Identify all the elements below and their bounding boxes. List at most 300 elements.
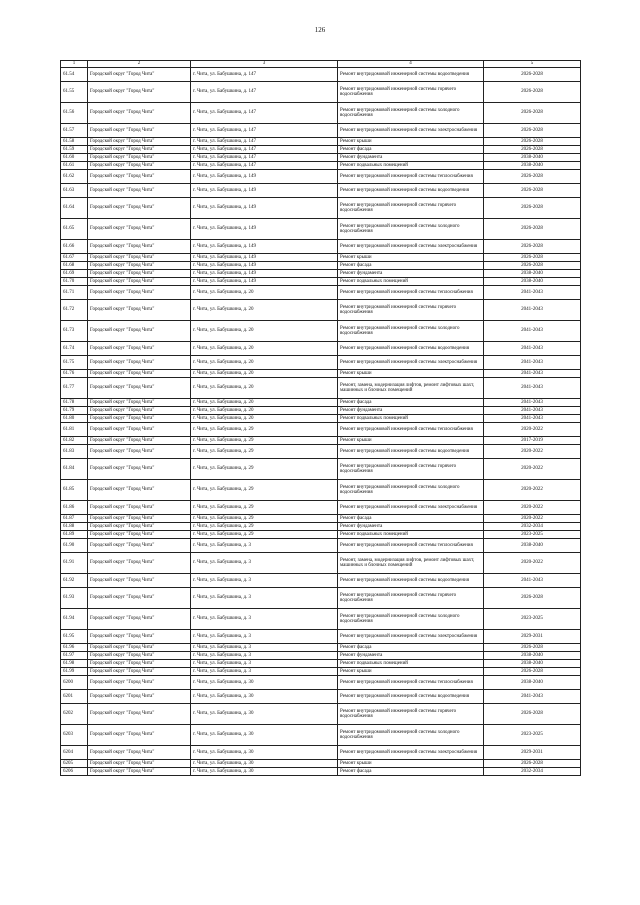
address-cell: г. Чита, ул. Бабушкина, д. 20	[191, 342, 338, 356]
table-row	[61, 501, 581, 515]
period-cell: 2026-2028	[484, 262, 581, 270]
address-cell: г. Чита, ул. Бабушкина, д. 29	[191, 531, 338, 539]
municipality-cell: Городской округ "Город Чита"	[88, 262, 191, 270]
municipality-cell: Городской округ "Город Чита"	[88, 170, 191, 184]
address-cell: г. Чита, ул. Бабушкина, д. 147	[191, 146, 338, 154]
address-cell: г. Чита, ул. Бабушкина, д. 3	[191, 588, 338, 609]
municipality-cell: Городской округ "Город Чита"	[88, 501, 191, 515]
period-cell: 2026-2028	[484, 68, 581, 82]
period-cell: 2041-2043	[484, 356, 581, 370]
row-number-cell: 61.68	[61, 262, 88, 270]
municipality-cell: Городской округ "Город Чита"	[88, 184, 191, 198]
table-row	[61, 370, 581, 378]
work-type-cell: Ремонт крыши	[338, 254, 484, 262]
table-row	[61, 300, 581, 321]
municipality-cell: Городской округ "Город Чита"	[88, 459, 191, 480]
table-row	[61, 660, 581, 668]
table-row	[61, 342, 581, 356]
municipality-cell: Городской округ "Город Чита"	[88, 254, 191, 262]
row-number-cell: 61.72	[61, 300, 88, 321]
municipality-cell: Городской округ "Город Чита"	[88, 768, 191, 776]
row-number-cell: 61.91	[61, 553, 88, 574]
period-cell: 2026-2028	[484, 219, 581, 240]
work-type-cell: Ремонт внутридомовой инженерной системы горячего водоснабжения	[338, 300, 484, 321]
work-type-cell: Ремонт внутридомовой инженерной системы холодного водоснабжения	[338, 609, 484, 630]
address-cell: г. Чита, ул. Бабушкина, д. 29	[191, 423, 338, 437]
row-number-cell: 61.99	[61, 668, 88, 676]
row-number-cell: 61.82	[61, 437, 88, 445]
table-row	[61, 423, 581, 437]
period-cell: 2038-2040	[484, 539, 581, 553]
period-cell: 2026-2028	[484, 668, 581, 676]
work-type-cell: Ремонт фасада	[338, 146, 484, 154]
work-type-cell: Ремонт фундамента	[338, 407, 484, 415]
period-cell: 2026-2028	[484, 704, 581, 725]
period-cell: 2041-2043	[484, 300, 581, 321]
work-type-cell: Ремонт внутридомовой инженерной системы электроснабжения	[338, 356, 484, 370]
municipality-cell: Городской округ "Город Чита"	[88, 630, 191, 644]
period-cell: 2026-2028	[484, 184, 581, 198]
table-row	[61, 531, 581, 539]
period-cell: 2038-2040	[484, 660, 581, 668]
row-number-cell: 6202	[61, 704, 88, 725]
row-number-cell: 61.85	[61, 480, 88, 501]
municipality-cell: Городской округ "Город Чита"	[88, 342, 191, 356]
work-type-cell: Ремонт внутридомовой инженерной системы горячего водоснабжения	[338, 588, 484, 609]
work-type-cell: Ремонт подвальных помещений	[338, 415, 484, 423]
row-number-cell: 61.54	[61, 68, 88, 82]
table-row	[61, 286, 581, 300]
municipality-cell: Городской округ "Город Чита"	[88, 553, 191, 574]
row-number-cell: 61.71	[61, 286, 88, 300]
period-cell: 2020-2022	[484, 553, 581, 574]
address-cell: г. Чита, ул. Бабушкина, д. 3	[191, 668, 338, 676]
work-type-cell: Ремонт фундамента	[338, 652, 484, 660]
table-row	[61, 668, 581, 676]
period-cell: 2038-2040	[484, 278, 581, 286]
work-type-cell: Ремонт внутридомовой инженерной системы теплоснабжения	[338, 423, 484, 437]
address-cell: г. Чита, ул. Бабушкина, д. 147	[191, 138, 338, 146]
row-number-cell: 61.81	[61, 423, 88, 437]
municipality-cell: Городской округ "Город Чита"	[88, 68, 191, 82]
table-row	[61, 630, 581, 644]
work-type-cell: Ремонт фасада	[338, 262, 484, 270]
period-cell: 2041-2043	[484, 321, 581, 342]
municipality-cell: Городской округ "Город Чита"	[88, 690, 191, 704]
table-row	[61, 170, 581, 184]
row-number-cell: 61.93	[61, 588, 88, 609]
municipality-cell: Городской округ "Город Чита"	[88, 652, 191, 660]
table-row	[61, 480, 581, 501]
address-cell: г. Чита, ул. Бабушкина, д. 20	[191, 407, 338, 415]
address-cell: г. Чита, ул. Бабушкина, д. 30	[191, 725, 338, 746]
address-cell: г. Чита, ул. Бабушкина, д. 29	[191, 480, 338, 501]
address-cell: г. Чита, ул. Бабушкина, д. 20	[191, 399, 338, 407]
address-cell: г. Чита, ул. Бабушкина, д. 3	[191, 539, 338, 553]
row-number-cell: 61.94	[61, 609, 88, 630]
table-row	[61, 437, 581, 445]
period-cell: 2026-2028	[484, 146, 581, 154]
municipality-cell: Городской округ "Город Чита"	[88, 286, 191, 300]
period-cell: 2020-2022	[484, 423, 581, 437]
row-number-cell: 61.55	[61, 82, 88, 103]
table-row	[61, 644, 581, 652]
municipality-cell: Городской округ "Город Чита"	[88, 725, 191, 746]
address-cell: г. Чита, ул. Бабушкина, д. 149	[191, 240, 338, 254]
work-type-cell: Ремонт внутридомовой инженерной системы водоотведения	[338, 574, 484, 588]
table-row	[61, 553, 581, 574]
period-cell: 2038-2040	[484, 270, 581, 278]
address-cell: г. Чита, ул. Бабушкина, д. 3	[191, 652, 338, 660]
address-cell: г. Чита, ул. Бабушкина, д. 147	[191, 162, 338, 170]
municipality-cell: Городской округ "Город Чита"	[88, 162, 191, 170]
work-type-cell: Ремонт внутридомовой инженерной системы теплоснабжения	[338, 676, 484, 690]
work-type-cell: Ремонт внутридомовой инженерной системы водоотведения	[338, 184, 484, 198]
row-number-cell: 61.60	[61, 154, 88, 162]
address-cell: г. Чита, ул. Бабушкина, д. 29	[191, 445, 338, 459]
table-row	[61, 124, 581, 138]
municipality-cell: Городской округ "Город Чита"	[88, 370, 191, 378]
row-number-cell: 6201	[61, 690, 88, 704]
municipality-cell: Городской округ "Город Чита"	[88, 523, 191, 531]
column-header-1: 1	[61, 61, 88, 68]
row-number-cell: 61.95	[61, 630, 88, 644]
table-row	[61, 760, 581, 768]
row-number-cell: 61.96	[61, 644, 88, 652]
table-row	[61, 676, 581, 690]
row-number-cell: 61.64	[61, 198, 88, 219]
column-header-3: 3	[191, 61, 338, 68]
address-cell: г. Чита, ул. Бабушкина, д. 149	[191, 278, 338, 286]
period-cell: 2023-2025	[484, 725, 581, 746]
table-row	[61, 146, 581, 154]
table-row	[61, 138, 581, 146]
period-cell: 2026-2028	[484, 103, 581, 124]
municipality-cell: Городской округ "Город Чита"	[88, 515, 191, 523]
address-cell: г. Чита, ул. Бабушкина, д. 29	[191, 515, 338, 523]
period-cell: 2038-2040	[484, 154, 581, 162]
period-cell: 2026-2028	[484, 644, 581, 652]
table-row	[61, 415, 581, 423]
work-type-cell: Ремонт фасада	[338, 644, 484, 652]
period-cell: 2023-2025	[484, 531, 581, 539]
address-cell: г. Чита, ул. Бабушкина, д. 30	[191, 768, 338, 776]
address-cell: г. Чита, ул. Бабушкина, д. 147	[191, 82, 338, 103]
municipality-cell: Городской округ "Город Чита"	[88, 219, 191, 240]
column-header-5: 5	[484, 61, 581, 68]
municipality-cell: Городской округ "Город Чита"	[88, 321, 191, 342]
row-number-cell: 61.66	[61, 240, 88, 254]
work-type-cell: Ремонт внутридомовой инженерной системы горячего водоснабжения	[338, 459, 484, 480]
work-type-cell: Ремонт крыши	[338, 370, 484, 378]
table-row	[61, 270, 581, 278]
period-cell: 2020-2022	[484, 459, 581, 480]
row-number-cell: 61.80	[61, 415, 88, 423]
address-cell: г. Чита, ул. Бабушкина, д. 29	[191, 437, 338, 445]
row-number-cell: 6200	[61, 676, 88, 690]
column-header-4: 4	[338, 61, 484, 68]
work-type-cell: Ремонт, замена, модернизация лифтов, ремонт лифтовых шахт, машинных и блочных помещений	[338, 553, 484, 574]
municipality-cell: Городской округ "Город Чита"	[88, 574, 191, 588]
table-row	[61, 399, 581, 407]
address-cell: г. Чита, ул. Бабушкина, д. 149	[191, 270, 338, 278]
row-number-cell: 61.90	[61, 539, 88, 553]
work-type-cell: Ремонт внутридомовой инженерной системы водоотведения	[338, 68, 484, 82]
row-number-cell: 61.62	[61, 170, 88, 184]
municipality-cell: Городской округ "Город Чита"	[88, 198, 191, 219]
table-row	[61, 459, 581, 480]
municipality-cell: Городской округ "Город Чита"	[88, 146, 191, 154]
work-type-cell: Ремонт внутридомовой инженерной системы холодного водоснабжения	[338, 321, 484, 342]
table-row	[61, 278, 581, 286]
address-cell: г. Чита, ул. Бабушкина, д. 149	[191, 219, 338, 240]
period-cell: 2020-2022	[484, 515, 581, 523]
address-cell: г. Чита, ул. Бабушкина, д. 30	[191, 690, 338, 704]
period-cell: 2026-2028	[484, 198, 581, 219]
address-cell: г. Чита, ул. Бабушкина, д. 3	[191, 660, 338, 668]
address-cell: г. Чита, ул. Бабушкина, д. 30	[191, 676, 338, 690]
table-row	[61, 378, 581, 399]
work-type-cell: Ремонт внутридомовой инженерной системы электроснабжения	[338, 240, 484, 254]
row-number-cell: 61.79	[61, 407, 88, 415]
address-cell: г. Чита, ул. Бабушкина, д. 147	[191, 124, 338, 138]
row-number-cell: 61.83	[61, 445, 88, 459]
table-row	[61, 515, 581, 523]
row-number-cell: 61.57	[61, 124, 88, 138]
row-number-cell: 61.65	[61, 219, 88, 240]
address-cell: г. Чита, ул. Бабушкина, д. 147	[191, 103, 338, 124]
table-row	[61, 725, 581, 746]
address-cell: г. Чита, ул. Бабушкина, д. 20	[191, 300, 338, 321]
table-row	[61, 184, 581, 198]
address-cell: г. Чита, ул. Бабушкина, д. 3	[191, 609, 338, 630]
row-number-cell: 61.70	[61, 278, 88, 286]
period-cell: 2023-2025	[484, 609, 581, 630]
table-row	[61, 262, 581, 270]
work-type-cell: Ремонт внутридомовой инженерной системы холодного водоснабжения	[338, 480, 484, 501]
municipality-cell: Городской округ "Город Чита"	[88, 437, 191, 445]
address-cell: г. Чита, ул. Бабушкина, д. 3	[191, 630, 338, 644]
period-cell: 2020-2022	[484, 480, 581, 501]
work-type-cell: Ремонт внутридомовой инженерной системы холодного водоснабжения	[338, 725, 484, 746]
work-type-cell: Ремонт крыши	[338, 138, 484, 146]
address-cell: г. Чита, ул. Бабушкина, д. 29	[191, 523, 338, 531]
address-cell: г. Чита, ул. Бабушкина, д. 20	[191, 415, 338, 423]
work-type-cell: Ремонт внутридомовой инженерной системы теплоснабжения	[338, 539, 484, 553]
work-type-cell: Ремонт фундамента	[338, 523, 484, 531]
table-row	[61, 445, 581, 459]
address-cell: г. Чита, ул. Бабушкина, д. 149	[191, 198, 338, 219]
municipality-cell: Городской округ "Город Чита"	[88, 300, 191, 321]
municipality-cell: Городской округ "Город Чита"	[88, 154, 191, 162]
address-cell: г. Чита, ул. Бабушкина, д. 29	[191, 459, 338, 480]
work-type-cell: Ремонт внутридомовой инженерной системы горячего водоснабжения	[338, 198, 484, 219]
work-type-cell: Ремонт внутридомовой инженерной системы водоотведения	[338, 445, 484, 459]
table-row	[61, 198, 581, 219]
address-cell: г. Чита, ул. Бабушкина, д. 20	[191, 370, 338, 378]
table-row	[61, 82, 581, 103]
page-number: 126	[314, 26, 326, 34]
period-cell: 2038-2040	[484, 162, 581, 170]
row-number-cell: 61.98	[61, 660, 88, 668]
work-type-cell: Ремонт фасада	[338, 515, 484, 523]
work-type-cell: Ремонт крыши	[338, 760, 484, 768]
work-type-cell: Ремонт внутридомовой инженерной системы электроснабжения	[338, 746, 484, 760]
period-cell: 2041-2043	[484, 407, 581, 415]
repair-schedule-table	[60, 60, 581, 776]
table-row	[61, 162, 581, 170]
work-type-cell: Ремонт подвальных помещений	[338, 660, 484, 668]
row-number-cell: 61.63	[61, 184, 88, 198]
column-header-2: 2	[88, 61, 191, 68]
period-cell: 2041-2043	[484, 399, 581, 407]
table-row	[61, 704, 581, 725]
work-type-cell: Ремонт внутридомовой инженерной системы водоотведения	[338, 342, 484, 356]
municipality-cell: Городской округ "Город Чита"	[88, 609, 191, 630]
period-cell: 2041-2043	[484, 378, 581, 399]
table-row	[61, 574, 581, 588]
table-row	[61, 652, 581, 660]
table-row	[61, 690, 581, 704]
work-type-cell: Ремонт подвальных помещений	[338, 278, 484, 286]
address-cell: г. Чита, ул. Бабушкина, д. 3	[191, 644, 338, 652]
table-row	[61, 609, 581, 630]
municipality-cell: Городской округ "Город Чита"	[88, 480, 191, 501]
row-number-cell: 61.61	[61, 162, 88, 170]
work-type-cell: Ремонт фасада	[338, 399, 484, 407]
row-number-cell: 61.84	[61, 459, 88, 480]
municipality-cell: Городской округ "Город Чита"	[88, 668, 191, 676]
period-cell: 2041-2043	[484, 690, 581, 704]
municipality-cell: Городской округ "Город Чита"	[88, 103, 191, 124]
work-type-cell: Ремонт внутридомовой инженерной системы холодного водоснабжения	[338, 219, 484, 240]
municipality-cell: Городской округ "Город Чита"	[88, 415, 191, 423]
row-number-cell: 61.56	[61, 103, 88, 124]
work-type-cell: Ремонт внутридомовой инженерной системы теплоснабжения	[338, 286, 484, 300]
work-type-cell: Ремонт крыши	[338, 437, 484, 445]
table-row	[61, 219, 581, 240]
row-number-cell: 6204	[61, 746, 88, 760]
row-number-cell: 61.76	[61, 370, 88, 378]
period-cell: 2041-2043	[484, 286, 581, 300]
period-cell: 2041-2043	[484, 574, 581, 588]
table-row	[61, 356, 581, 370]
address-cell: г. Чита, ул. Бабушкина, д. 3	[191, 574, 338, 588]
table-row	[61, 68, 581, 82]
row-number-cell: 61.67	[61, 254, 88, 262]
work-type-cell: Ремонт внутридомовой инженерной системы водоотведения	[338, 690, 484, 704]
work-type-cell: Ремонт внутридомовой инженерной системы холодного водоснабжения	[338, 103, 484, 124]
row-number-cell: 61.97	[61, 652, 88, 660]
row-number-cell: 61.58	[61, 138, 88, 146]
row-number-cell: 61.92	[61, 574, 88, 588]
period-cell: 2026-2028	[484, 170, 581, 184]
work-type-cell: Ремонт внутридомовой инженерной системы электроснабжения	[338, 501, 484, 515]
municipality-cell: Городской округ "Город Чита"	[88, 138, 191, 146]
municipality-cell: Городской округ "Город Чита"	[88, 746, 191, 760]
table-row	[61, 539, 581, 553]
row-number-cell: 61.88	[61, 523, 88, 531]
municipality-cell: Городской округ "Город Чита"	[88, 423, 191, 437]
municipality-cell: Городской округ "Город Чита"	[88, 270, 191, 278]
table-row	[61, 254, 581, 262]
row-number-cell: 61.77	[61, 378, 88, 399]
row-number-cell: 61.87	[61, 515, 88, 523]
address-cell: г. Чита, ул. Бабушкина, д. 149	[191, 184, 338, 198]
work-type-cell: Ремонт подвальных помещений	[338, 162, 484, 170]
address-cell: г. Чита, ул. Бабушкина, д. 20	[191, 321, 338, 342]
period-cell: 2026-2028	[484, 588, 581, 609]
address-cell: г. Чита, ул. Бабушкина, д. 147	[191, 68, 338, 82]
address-cell: г. Чита, ул. Бабушкина, д. 149	[191, 262, 338, 270]
table-row	[61, 154, 581, 162]
address-cell: г. Чита, ул. Бабушкина, д. 149	[191, 170, 338, 184]
work-type-cell: Ремонт внутридомовой инженерной системы теплоснабжения	[338, 170, 484, 184]
period-cell: 2020-2022	[484, 445, 581, 459]
table-row	[61, 523, 581, 531]
municipality-cell: Городской округ "Город Чита"	[88, 588, 191, 609]
municipality-cell: Городской округ "Город Чита"	[88, 399, 191, 407]
address-cell: г. Чита, ул. Бабушкина, д. 3	[191, 553, 338, 574]
table-row	[61, 103, 581, 124]
row-number-cell: 6203	[61, 725, 88, 746]
address-cell: г. Чита, ул. Бабушкина, д. 30	[191, 704, 338, 725]
row-number-cell: 61.73	[61, 321, 88, 342]
period-cell: 2032-2034	[484, 523, 581, 531]
row-number-cell: 61.69	[61, 270, 88, 278]
period-cell: 2026-2028	[484, 240, 581, 254]
period-cell: 2038-2040	[484, 652, 581, 660]
municipality-cell: Городской округ "Город Чита"	[88, 240, 191, 254]
municipality-cell: Городской округ "Город Чита"	[88, 124, 191, 138]
address-cell: г. Чита, ул. Бабушкина, д. 147	[191, 154, 338, 162]
address-cell: г. Чита, ул. Бабушкина, д. 30	[191, 746, 338, 760]
work-type-cell: Ремонт подвальных помещений	[338, 531, 484, 539]
row-number-cell: 61.89	[61, 531, 88, 539]
work-type-cell: Ремонт внутридомовой инженерной системы горячего водоснабжения	[338, 704, 484, 725]
period-cell: 2017-2019	[484, 437, 581, 445]
period-cell: 2026-2028	[484, 254, 581, 262]
column-number-row	[61, 61, 581, 68]
row-number-cell: 61.86	[61, 501, 88, 515]
address-cell: г. Чита, ул. Бабушкина, д. 20	[191, 378, 338, 399]
address-cell: г. Чита, ул. Бабушкина, д. 20	[191, 286, 338, 300]
period-cell: 2029-2031	[484, 630, 581, 644]
work-type-cell: Ремонт фундамента	[338, 154, 484, 162]
municipality-cell: Городской округ "Город Чита"	[88, 407, 191, 415]
period-cell: 2026-2028	[484, 760, 581, 768]
municipality-cell: Городской округ "Город Чита"	[88, 82, 191, 103]
table-row	[61, 588, 581, 609]
period-cell: 2041-2043	[484, 415, 581, 423]
row-number-cell: 61.59	[61, 146, 88, 154]
municipality-cell: Городской округ "Город Чита"	[88, 445, 191, 459]
period-cell: 2020-2022	[484, 501, 581, 515]
municipality-cell: Городской округ "Город Чита"	[88, 356, 191, 370]
work-type-cell: Ремонт фасада	[338, 768, 484, 776]
municipality-cell: Городской округ "Город Чита"	[88, 760, 191, 768]
municipality-cell: Городской округ "Город Чита"	[88, 531, 191, 539]
row-number-cell: 61.75	[61, 356, 88, 370]
address-cell: г. Чита, ул. Бабушкина, д. 20	[191, 356, 338, 370]
period-cell: 2026-2028	[484, 138, 581, 146]
period-cell: 2026-2028	[484, 124, 581, 138]
municipality-cell: Городской округ "Город Чита"	[88, 644, 191, 652]
period-cell: 2038-2040	[484, 676, 581, 690]
period-cell: 2029-2031	[484, 746, 581, 760]
period-cell: 2026-2028	[484, 82, 581, 103]
row-number-cell: 61.78	[61, 399, 88, 407]
